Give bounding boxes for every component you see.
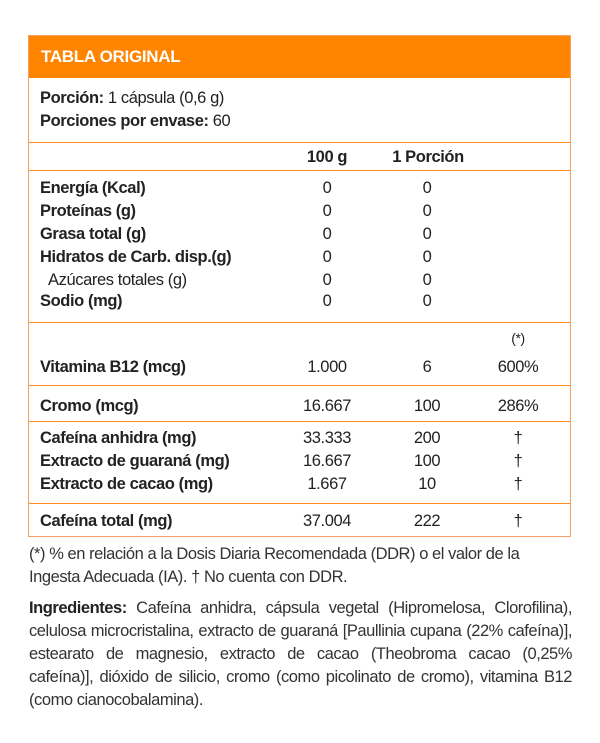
row-value-100g: 0: [322, 179, 332, 197]
row-value-portion: 222: [413, 512, 441, 530]
row-value-portion: 100: [413, 397, 441, 415]
divider: [29, 421, 570, 422]
servings-per-container-value: 60: [212, 112, 231, 130]
row-value-portion: 0: [422, 248, 432, 266]
row-value-100g: 33.333: [302, 429, 352, 447]
divider: [29, 142, 570, 143]
divider: [29, 322, 570, 323]
row-value-ddr: †: [513, 452, 523, 470]
row-value-100g: 0: [322, 202, 332, 220]
row-value-ddr: †: [513, 429, 523, 447]
row-label: Azúcares totales (g): [48, 271, 187, 289]
row-label: Cromo (mcg): [40, 397, 139, 415]
serving-size-label: Porción:: [40, 89, 104, 107]
row-value-portion: 0: [422, 202, 432, 220]
row-value-portion: 0: [422, 271, 432, 289]
ingredients: [29, 597, 572, 712]
row-label: Proteínas (g): [40, 202, 136, 220]
divider: [29, 503, 570, 504]
divider: [29, 170, 570, 171]
servings-per-container: [40, 112, 230, 131]
row-label: Energía (Kcal): [40, 179, 146, 197]
row-value-100g: 1.000: [307, 358, 347, 376]
row-value-ddr: 600%: [497, 358, 539, 376]
table-title: TABLA ORIGINAL: [41, 47, 181, 66]
row-value-portion: 10: [418, 475, 436, 493]
row-label: Grasa total (g): [40, 225, 146, 243]
row-label: Cafeína anhidra (mg): [40, 429, 197, 447]
row-value-100g: 0: [322, 271, 332, 289]
ingredients-label: Ingredientes:: [29, 599, 127, 617]
row-value-portion: 6: [422, 358, 432, 376]
row-value-portion: 0: [422, 179, 432, 197]
row-value-ddr: 286%: [497, 397, 539, 415]
ddr-column-header: (*): [511, 330, 525, 346]
row-label: Extracto de cacao (mg): [40, 475, 213, 493]
row-label: Sodio (mg): [40, 292, 123, 310]
row-value-100g: 0: [322, 248, 332, 266]
footnote: (*) % en relación a la Dosis Diaria Recomendada (DDR) o el valor de la Ingesta Adecuada (IA). † No cuenta con DDR.: [29, 545, 520, 586]
row-label: Hidratos de Carb. disp.(g): [40, 248, 232, 266]
servings-per-container-label: Porciones por envase:: [40, 112, 209, 130]
row-value-100g: 16.667: [302, 452, 352, 470]
row-value-100g: 0: [322, 292, 332, 310]
row-value-100g: 16.667: [302, 397, 352, 415]
row-label: Cafeína total (mg): [40, 512, 173, 530]
row-value-portion: 200: [413, 429, 441, 447]
row-label: Vitamina B12 (mcg): [40, 358, 186, 376]
divider: [29, 385, 570, 386]
row-value-100g: 37.004: [302, 512, 352, 530]
nutrition-table: [28, 35, 571, 537]
row-value-portion: 100: [413, 452, 441, 470]
row-value-ddr: †: [513, 512, 523, 530]
row-value-portion: 0: [422, 225, 432, 243]
column-header-portion: 1 Porción: [392, 148, 464, 166]
ingredients-text: Cafeína anhidra, cápsula vegetal (Hipromelosa, Clorofilina), celulosa microcristalina, extracto de guaraná [Paullinia cupana (22% cafeína)], estearato de magnesio, extracto de cacao (Theobroma cacao (0,25% cafeína)], dióxido de silicio, cromo (como picolinato de cromo), vitamina B12 (como cianocobalamina).: [29, 599, 572, 709]
serving-size-value: 1 cápsula (0,6 g): [107, 89, 225, 107]
row-value-100g: 1.667: [307, 475, 347, 493]
row-label: Extracto de guaraná (mg): [40, 452, 230, 470]
column-header-100g: 100 g: [306, 148, 348, 166]
row-value-100g: 0: [322, 225, 332, 243]
serving-size: [40, 89, 224, 108]
row-value-ddr: †: [513, 475, 523, 493]
row-value-portion: 0: [422, 292, 432, 310]
table-header: [29, 36, 570, 78]
